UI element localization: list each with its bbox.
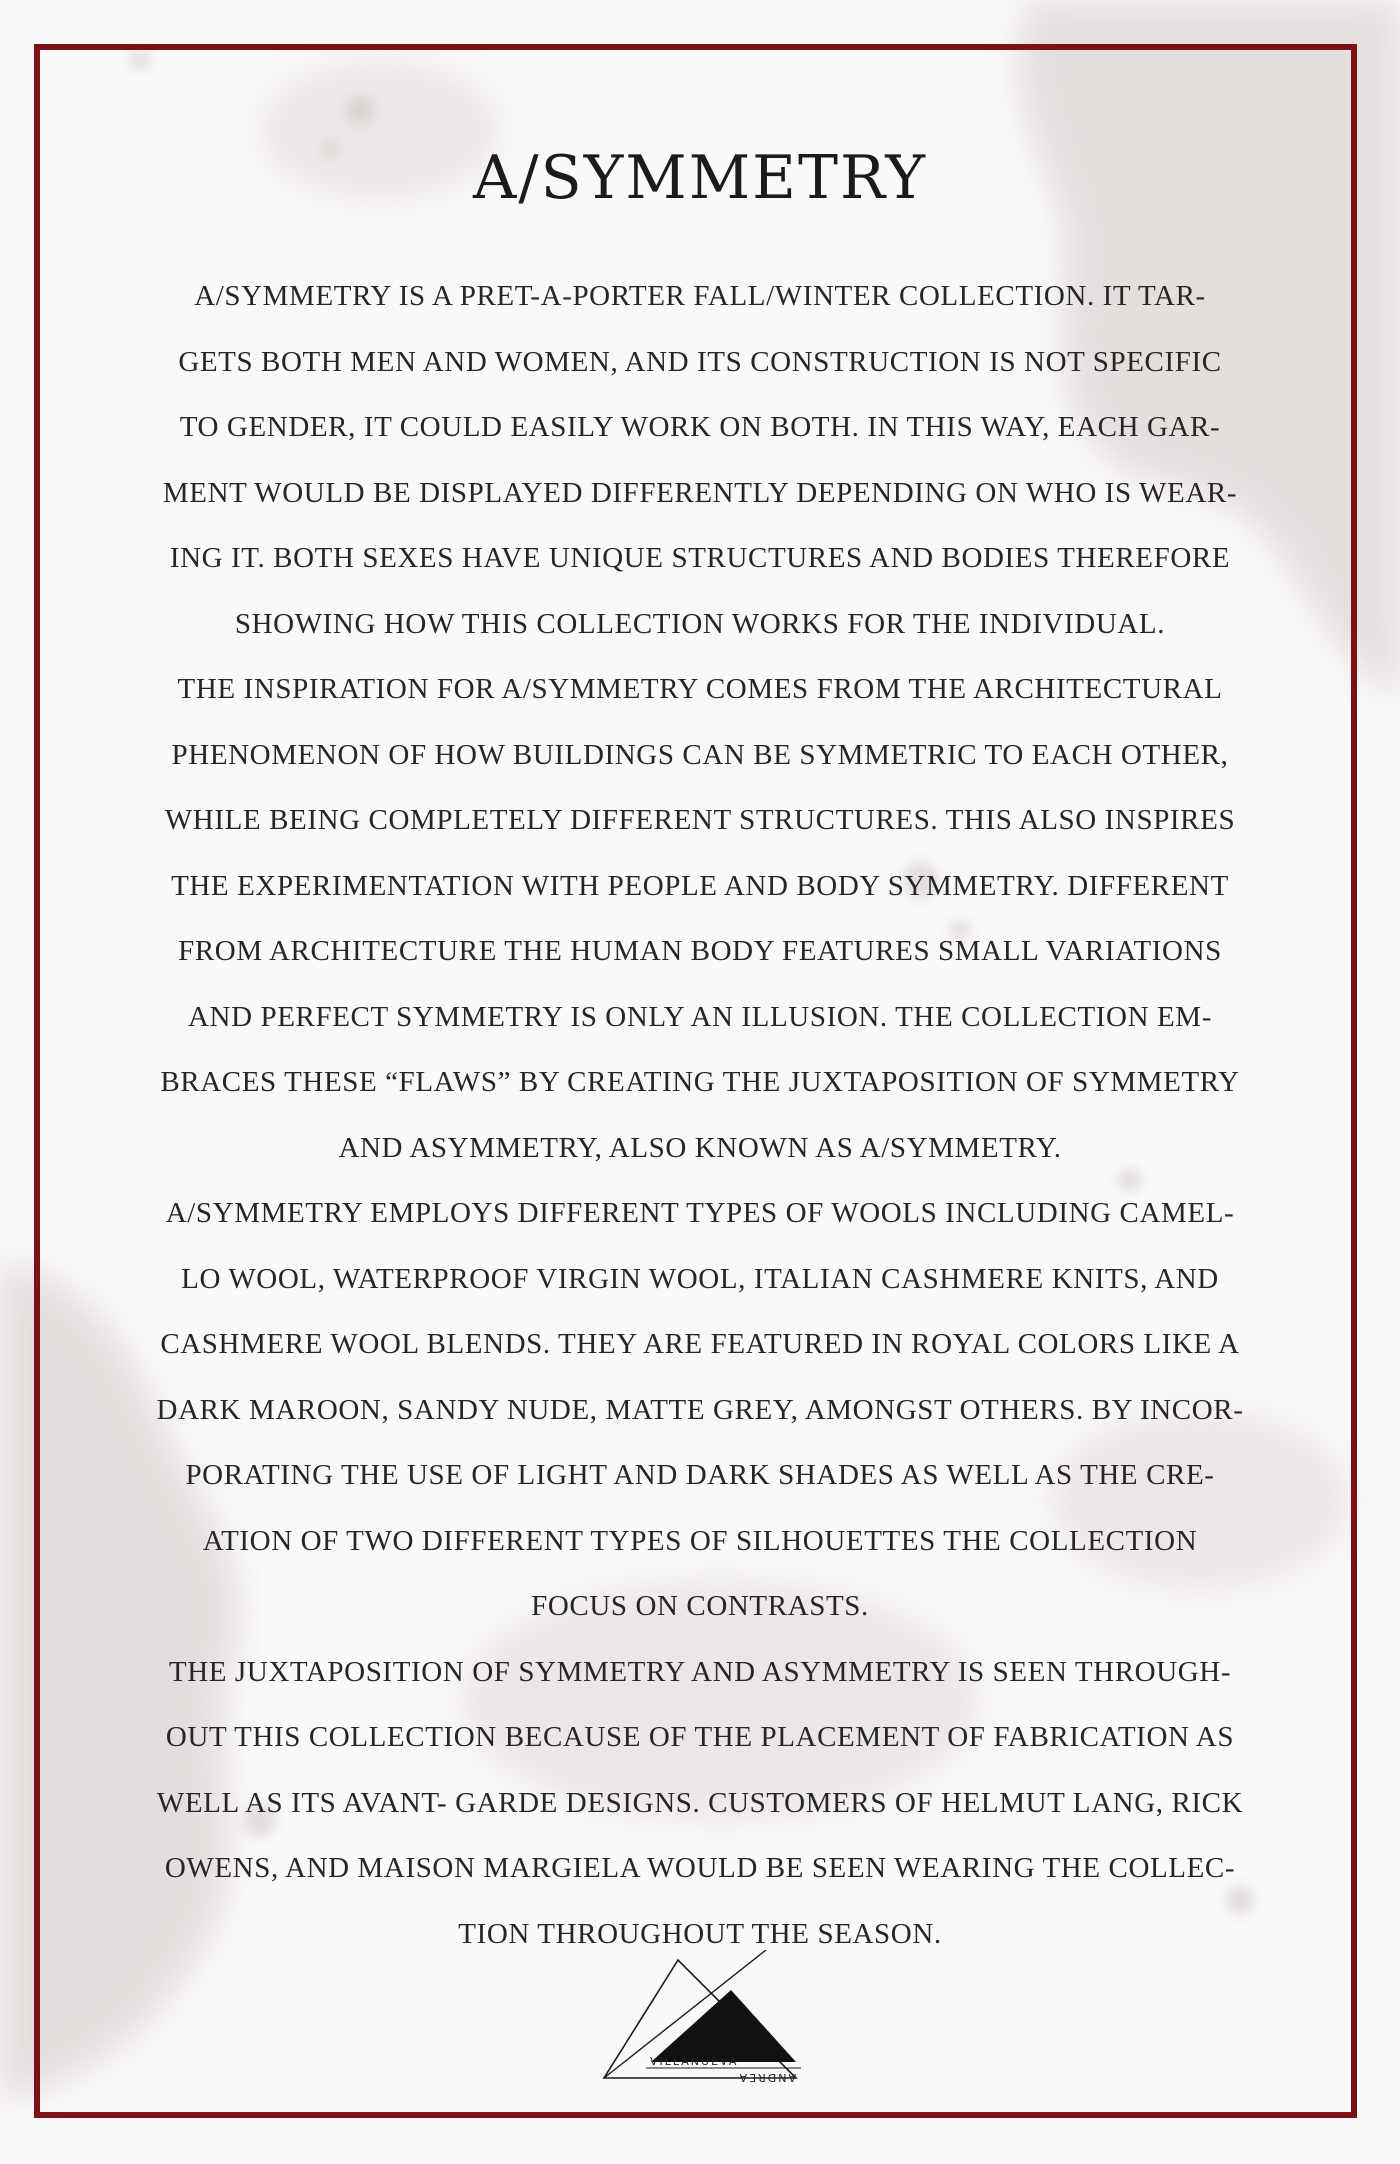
text-line: PORATING THE USE OF LIGHT AND DARK SHADES AS WELL AS THE CRE- — [185, 1459, 1215, 1491]
text-line: SHOWING HOW THIS COLLECTION WORKS FOR THE INDIVIDUAL. — [234, 607, 1166, 640]
triangle-logo-icon — [596, 1950, 806, 2095]
text-line: A/SYMMETRY IS A PRET-A-PORTER FALL/WINTER COLLECTION. IT TAR- — [194, 280, 1206, 312]
text-line: DARK MAROON, SANDY NUDE, MATTE GREY, AMONGST OTHERS. BY INCOR- — [156, 1393, 1244, 1426]
text-line: THE INSPIRATION FOR A/SYMMETRY COMES FROM THE ARCHITECTURAL — [177, 673, 1223, 705]
text-line: BRACES THESE “FLAWS” BY CREATING THE JUXTAPOSITION OF SYMMETRY — [160, 1066, 1240, 1098]
text-line: WHILE BEING COMPLETELY DIFFERENT STRUCTURES. THIS ALSO INSPIRES — [164, 804, 1236, 836]
text-line: OWENS, AND MAISON MARGIELA WOULD BE SEEN WEARING THE COLLEC- — [164, 1852, 1236, 1884]
text-line: AND PERFECT SYMMETRY IS ONLY AN ILLUSION. THE COLLECTION EM- — [188, 1000, 1212, 1033]
text-line: TO GENDER, IT COULD EASILY WORK ON BOTH. IN THIS WAY, EACH GAR- — [179, 411, 1221, 443]
text-line: OUT THIS COLLECTION BECAUSE OF THE PLACEMENT OF FABRICATION AS — [165, 1721, 1235, 1753]
page-title: A/SYMMETRY — [473, 143, 927, 213]
text-line: THE EXPERIMENTATION WITH PEOPLE AND BODY SYMMETRY. DIFFERENT — [171, 869, 1229, 902]
text-line: A/SYMMETRY EMPLOYS DIFFERENT TYPES OF WOOLS INCLUDING CAMEL- — [165, 1197, 1235, 1229]
text-line: PHENOMENON OF HOW BUILDINGS CAN BE SYMMETRIC TO EACH OTHER, — [171, 738, 1229, 771]
text-line: ATION OF TWO DIFFERENT TYPES OF SILHOUETTES THE COLLECTION — [202, 1524, 1198, 1557]
text-line: FROM ARCHITECTURE THE HUMAN BODY FEATURES SMALL VARIATIONS — [178, 935, 1222, 967]
text-line: TION THROUGHOUT THE SEASON. — [458, 1917, 942, 1950]
text-line: THE JUXTAPOSITION OF SYMMETRY AND ASYMMETRY IS SEEN THROUGH- — [168, 1655, 1232, 1688]
text-line: AND ASYMMETRY, ALSO KNOWN AS A/SYMMETRY. — [338, 1131, 1062, 1164]
text-line: FOCUS ON CONTRASTS. — [531, 1590, 869, 1622]
text-line: MENT WOULD BE DISPLAYED DIFFERENTLY DEPENDING ON WHO IS WEAR- — [162, 476, 1238, 509]
logo-name: VILLANUEVA — [650, 2055, 739, 2068]
text-line: GETS BOTH MEN AND WOMEN, AND ITS CONSTRUCTION IS NOT SPECIFIC — [178, 345, 1222, 378]
collection-description — [120, 264, 1280, 1967]
text-line: ING IT. BOTH SEXES HAVE UNIQUE STRUCTURES AND BODIES THEREFORE — [169, 542, 1231, 574]
logo-subname: ANDREA — [737, 2071, 796, 2084]
text-line: LO WOOL, WATERPROOF VIRGIN WOOL, ITALIAN CASHMERE KNITS, AND — [181, 1262, 1219, 1295]
text-line: CASHMERE WOOL BLENDS. THEY ARE FEATURED IN ROYAL COLORS LIKE A — [160, 1328, 1240, 1360]
text-line: WELL AS ITS AVANT- GARDE DESIGNS. CUSTOMERS OF HELMUT LANG, RICK — [156, 1786, 1244, 1819]
